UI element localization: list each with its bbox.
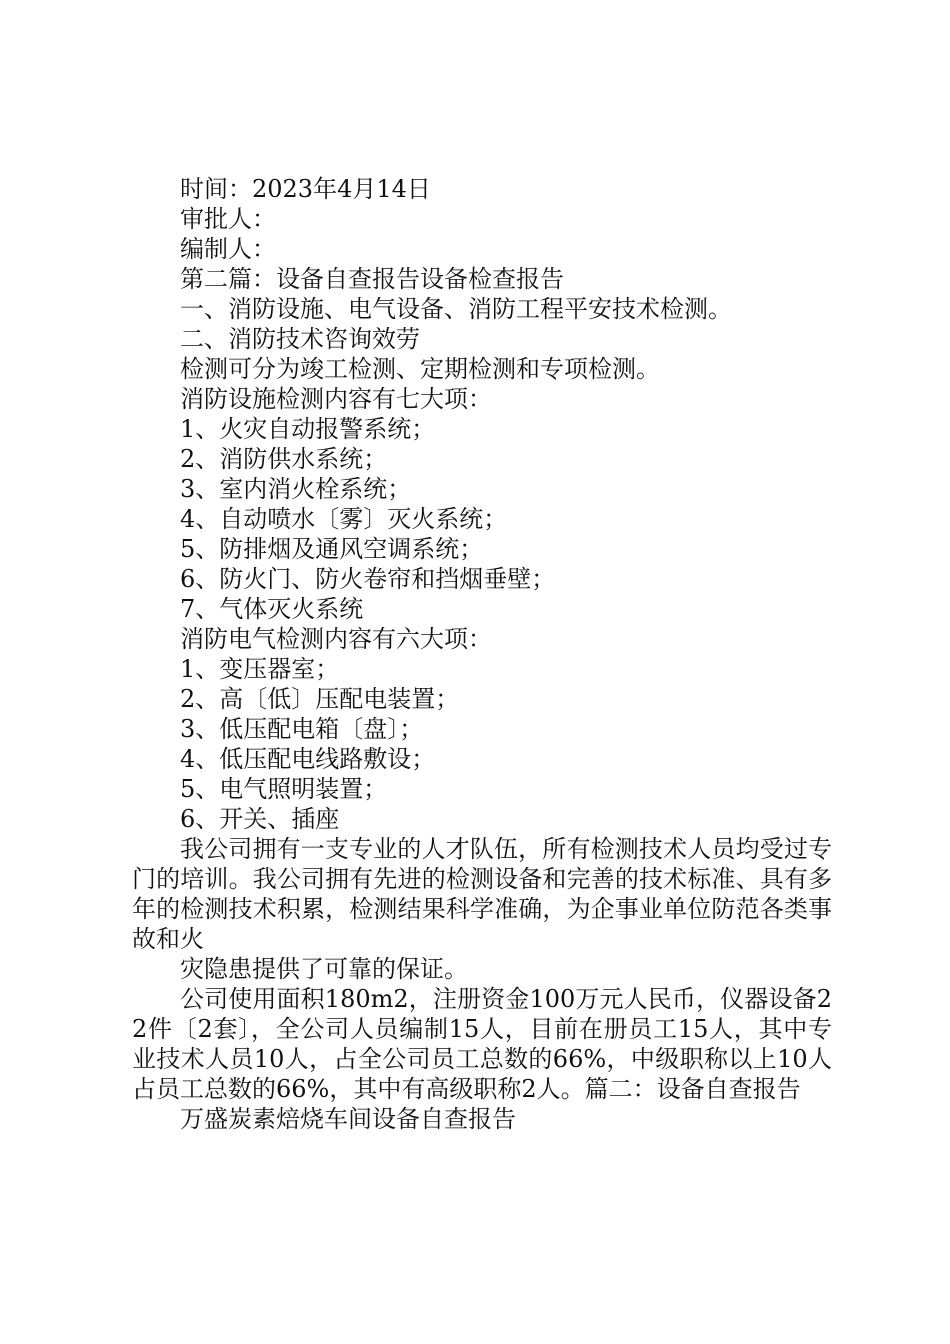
company-paragraph-continued: 灾隐患提供了可靠的保证。 — [180, 955, 468, 983]
fire-facilities-item: 7、气体灭火系统 — [180, 595, 364, 623]
electrical-item: 3、低压配电箱〔盘〕； — [180, 715, 424, 743]
workshop-report-title: 万盛炭素焙烧车间设备自查报告 — [180, 1105, 516, 1133]
approver-line: 审批人： — [180, 205, 276, 233]
fire-facilities-heading: 消防设施检测内容有七大项： — [180, 385, 492, 413]
chapter-title: 第二篇：设备自查报告设备检查报告 — [180, 265, 564, 293]
editor-line: 编制人： — [180, 235, 276, 263]
electrical-item: 4、低压配电线路敷设； — [180, 745, 436, 773]
electrical-heading: 消防电气检测内容有六大项： — [180, 625, 492, 653]
section-one: 一、消防设施、电气设备、消防工程平安技术检测。 — [180, 295, 732, 323]
electrical-item: 1、变压器室； — [180, 655, 340, 683]
fire-facilities-item: 5、防排烟及通风空调系统； — [180, 535, 484, 563]
fire-facilities-item: 1、火灾自动报警系统； — [180, 415, 436, 443]
company-stats-paragraph: 公司使用面积180m2，注册资金100万元人民币，仪器设备22件〔2套〕，全公司人员编制15人，目前在册员工15人，其中专业技术人员10人，占全公司员工总数的66%，中级职称以上10人占员工总数的66%，其中有高级职称2人。篇二：设备自查报告 — [132, 985, 832, 1103]
electrical-item: 2、高〔低〕压配电装置； — [180, 685, 460, 713]
company-paragraph: 我公司拥有一支专业的人才队伍，所有检测技术人员均受过专门的培训。我公司拥有先进的检测设备和完善的技术标准、具有多年的检测技术积累，检测结果科学准确，为企事业单位防范各类事故和火 — [132, 835, 832, 953]
electrical-item: 5、电气照明装置； — [180, 775, 388, 803]
date-line: 时间：2023年4月14日 — [180, 175, 431, 203]
fire-facilities-item: 3、室内消火栓系统； — [180, 475, 412, 503]
inspection-types: 检测可分为竣工检测、定期检测和专项检测。 — [180, 355, 660, 383]
document-body — [132, 174, 832, 1134]
electrical-item: 6、开关、插座 — [180, 805, 340, 833]
fire-facilities-item: 4、自动喷水〔雾〕灭火系统； — [180, 505, 508, 533]
fire-facilities-item: 2、消防供水系统； — [180, 445, 388, 473]
section-two: 二、消防技术咨询效劳 — [180, 325, 420, 353]
fire-facilities-item: 6、防火门、防火卷帘和挡烟垂壁； — [180, 565, 556, 593]
